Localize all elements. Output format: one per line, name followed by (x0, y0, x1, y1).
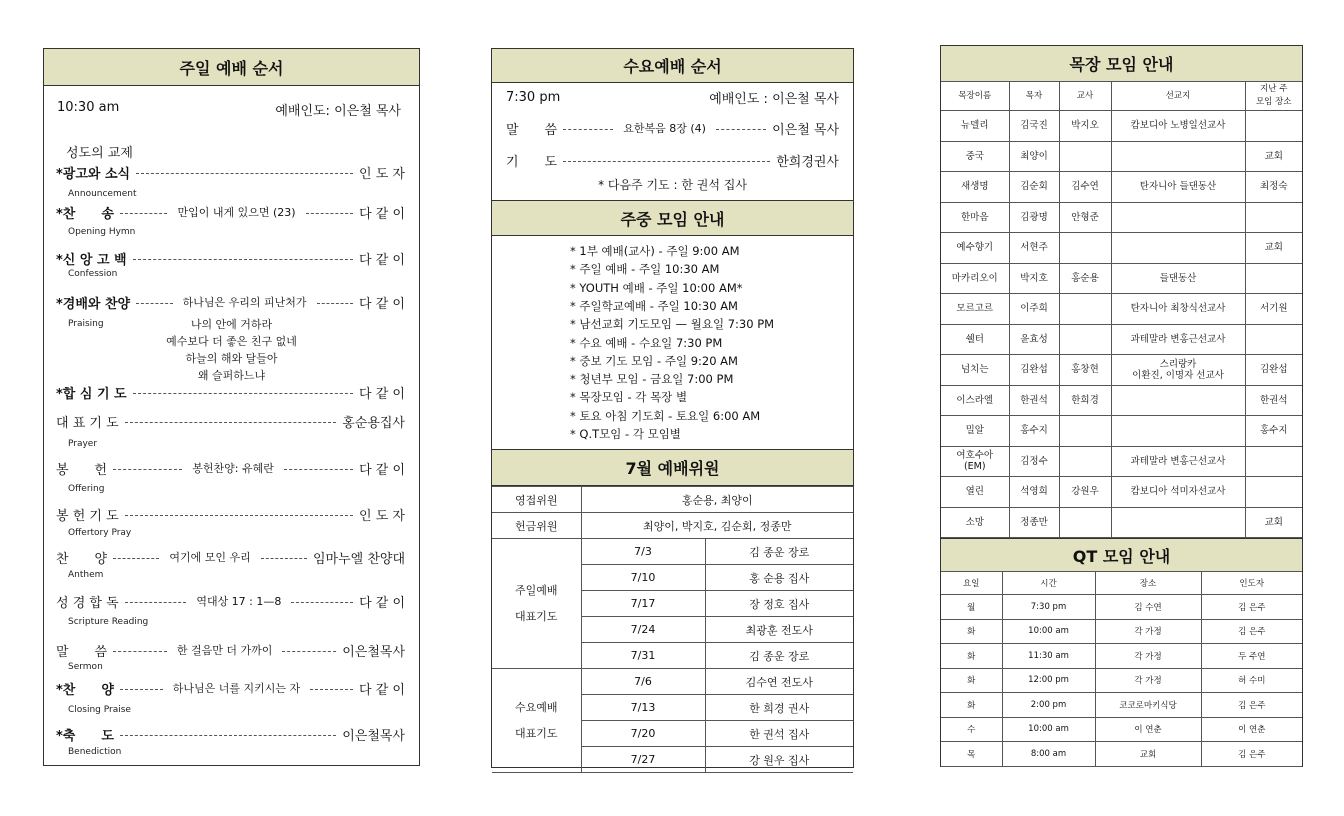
sunday-leader: 예배인도: 이은철 목사 (275, 104, 401, 119)
table-cell (1059, 507, 1111, 538)
table-cell: 강원우 (1059, 477, 1111, 508)
table-cell: 각 가정 (1095, 619, 1201, 644)
table-row (941, 141, 1302, 172)
column-header: 선교지 (1111, 82, 1245, 111)
order-item-name: 말 씀 (56, 644, 108, 660)
lyric-line: 하늘의 해와 달들아 (185, 352, 278, 365)
order-item-english: Offering (68, 484, 105, 494)
gathering-item: * 목장모임 - 각 목장 별 (570, 390, 688, 405)
date-cell: 7/3 (581, 539, 705, 565)
order-item-name: *합 심 기 도 (56, 386, 127, 402)
table-cell: 한권석 (1245, 385, 1302, 416)
order-item-name: *찬 송 (56, 206, 114, 222)
divider (133, 259, 353, 260)
order-item-name: *신 앙 고 백 (56, 252, 127, 268)
table-cell: 홍수지 (1009, 416, 1059, 447)
greeters-label: 영접위원 (492, 487, 581, 513)
table-cell: 예수향기 (941, 233, 1009, 264)
table-cell: 김 은주 (1201, 742, 1302, 767)
table-cell: 캄보디아 노병일선교사 (1111, 111, 1245, 142)
wednesday-prayer-row (506, 150, 839, 170)
divider (113, 651, 167, 652)
july-title: 7월 예배위원 (492, 449, 853, 486)
order-item (56, 382, 405, 402)
table-row (941, 202, 1302, 233)
table-row (941, 693, 1302, 718)
order-item-leader: 인 도 자 (359, 166, 405, 182)
gatherings-title: 주중 모임 안내 (492, 200, 853, 236)
order-item (56, 504, 405, 524)
table-cell: 김완섭 (1009, 355, 1059, 386)
divider (120, 689, 163, 690)
table-row (941, 416, 1302, 447)
mokjang-panel (940, 45, 1303, 767)
table-cell: 박지오 (1059, 111, 1111, 142)
wednesday-panel (491, 48, 854, 768)
july-table (492, 486, 853, 773)
next-prayer: * 다음주 기도 : 한 권석 집사 (598, 178, 747, 192)
table-row (941, 742, 1302, 767)
order-item-name: 봉 헌 기 도 (56, 508, 119, 524)
table-cell: 10:00 am (1002, 619, 1095, 644)
table-row (941, 233, 1302, 264)
date-cell: 7/31 (581, 643, 705, 669)
table-cell: 화 (941, 668, 1002, 693)
lyric-line: 왜 슬퍼하느냐 (197, 369, 266, 382)
table-cell: 최정숙 (1245, 172, 1302, 203)
table-cell: 쉘터 (941, 324, 1009, 355)
table-cell (1059, 416, 1111, 447)
mokjang-title: 목장 모임 안내 (941, 46, 1302, 82)
person-cell: 장 정호 집사 (705, 591, 853, 617)
date-cell: 7/20 (581, 721, 705, 747)
order-item-leader: 다 같 이 (359, 206, 406, 222)
table-cell: 김국진 (1009, 111, 1059, 142)
person-cell: 김 종운 장로 (705, 643, 853, 669)
table-cell: 각 가정 (1095, 668, 1201, 693)
sunday-worship-panel (43, 48, 420, 766)
order-item-english: Offertory Pray (68, 528, 132, 538)
sermon-label: 말 씀 (506, 122, 558, 138)
column-header: 시간 (1002, 572, 1095, 595)
table-cell: 소망 (941, 507, 1009, 538)
wednesday-time: 7:30 pm (506, 89, 561, 105)
table-cell: 김완섭 (1245, 355, 1302, 386)
greeters: 홍순용, 최양이 (581, 487, 853, 513)
gathering-item: * Q.T모임 - 각 모임별 (570, 427, 681, 441)
table-cell: 김 은주 (1201, 595, 1302, 620)
table-row (941, 717, 1302, 742)
table-cell: 김정수 (1009, 446, 1059, 477)
divider (125, 602, 187, 603)
wednesday-leader: 예배인도 : 이은철 목사 (709, 91, 839, 107)
gathering-item: * 토요 아침 기도회 - 토요일 6:00 AM (570, 408, 761, 423)
table-row (492, 513, 853, 539)
offering-label: 헌금위원 (492, 513, 581, 539)
table-cell: 중국 (941, 141, 1009, 172)
divider (310, 689, 353, 690)
table-cell: 교회 (1245, 141, 1302, 172)
date-cell: 7/10 (581, 565, 705, 591)
table-cell: 화 (941, 693, 1002, 718)
table-cell: 김광명 (1009, 202, 1059, 233)
table-row (492, 487, 853, 513)
table-row (941, 172, 1302, 203)
table-cell (1059, 446, 1111, 477)
order-item-english: Opening Hymn (68, 227, 136, 237)
table-cell: 밀알 (941, 416, 1009, 447)
table-cell: 이 연춘 (1201, 717, 1302, 742)
order-item (56, 202, 405, 222)
table-cell: 이주희 (1009, 294, 1059, 325)
order-item-detail: 여기에 모인 우리 (169, 551, 251, 564)
gathering-item: * 중보 기도 모임 - 주일 9:20 AM (570, 353, 738, 368)
order-item (56, 678, 405, 698)
divider (133, 393, 353, 394)
table-row (941, 507, 1302, 538)
order-item-english: Scripture Reading (68, 617, 149, 627)
table-cell: 석영희 (1009, 477, 1059, 508)
gathering-item: * 1부 예배(교사) - 주일 9:00 AM (570, 244, 740, 258)
table-cell: 정종만 (1009, 507, 1059, 538)
table-cell: 홍수지 (1245, 416, 1302, 447)
table-row (941, 355, 1302, 386)
table-header-row (941, 82, 1302, 111)
table-cell: 8:00 am (1002, 742, 1095, 767)
order-item-name: *경배와 찬양 (56, 296, 131, 312)
table-cell: 한권석 (1009, 385, 1059, 416)
table-cell: 캄보디아 석미자선교사 (1111, 477, 1245, 508)
table-cell: 월 (941, 595, 1002, 620)
order-item-leader: 임마누엘 찬양대 (312, 551, 406, 567)
order-item-leader: 이은철목사 (342, 644, 406, 660)
date-cell: 7/6 (581, 669, 705, 695)
table-cell: 뉴델리 (941, 111, 1009, 142)
table-cell: 화 (941, 644, 1002, 669)
table-cell (1245, 446, 1302, 477)
person-cell: 한 권석 집사 (705, 721, 853, 747)
order-item (56, 248, 405, 268)
gathering-item: * 수요 예배 - 수요일 7:30 PM (570, 335, 723, 350)
table-cell: 서기원 (1245, 294, 1302, 325)
order-item-detail: 하나님은 너를 지키시는 자 (172, 682, 301, 695)
column-header: 장소 (1095, 572, 1201, 595)
wednesday-time-row (506, 87, 839, 107)
table-row (941, 595, 1302, 620)
table-cell: 모르고르 (941, 294, 1009, 325)
person-cell: 김수연 전도사 (705, 669, 853, 695)
table-cell: 홍창현 (1059, 355, 1111, 386)
table-cell: 들댄동산 (1111, 263, 1245, 294)
table-cell: 허 수미 (1201, 668, 1302, 693)
table-cell (1111, 507, 1245, 538)
table-cell: 최양이 (1009, 141, 1059, 172)
gathering-item: * 주일 예배 - 주일 10:30 AM (570, 262, 720, 277)
divider (261, 558, 307, 559)
order-item-english: Anthem (68, 570, 104, 580)
lyric-line: 예수보다 더 좋은 친구 없네 (166, 335, 297, 348)
table-cell (1245, 477, 1302, 508)
table-cell (1245, 111, 1302, 142)
person-cell: 홍 순용 집사 (705, 565, 853, 591)
order-item-detail: 역대상 17 : 1—8 (196, 595, 282, 608)
table-cell: 코코로마키식당 (1095, 693, 1201, 718)
sermon-who: 이은철 목사 (772, 122, 840, 138)
divider (716, 129, 766, 130)
gathering-item: * 남선교회 기도모임 — 월요일 7:30 PM (570, 317, 775, 332)
table-cell: 교회 (1245, 507, 1302, 538)
order-item-leader: 다 같 이 (359, 386, 405, 402)
divider (563, 129, 613, 130)
table-cell: 교회 (1095, 742, 1201, 767)
divider (282, 651, 336, 652)
order-item (56, 411, 405, 431)
date-cell: 7/13 (581, 695, 705, 721)
table-cell: 넘치는 (941, 355, 1009, 386)
divider (125, 515, 353, 516)
wednesday-title: 수요예배 순서 (492, 49, 853, 83)
order-item (56, 458, 405, 478)
table-cell: 안형준 (1059, 202, 1111, 233)
qt-table (941, 571, 1302, 767)
table-cell: 김수연 (1059, 172, 1111, 203)
order-item (56, 162, 405, 182)
table-cell: 12:00 pm (1002, 668, 1095, 693)
table-row (941, 446, 1302, 477)
date-cell: 7/24 (581, 617, 705, 643)
table-cell: 열린 (941, 477, 1009, 508)
order-item-detail: 봉헌찬양: 유혜란 (192, 462, 274, 475)
table-cell (1245, 324, 1302, 355)
table-cell (1059, 141, 1111, 172)
gathering-item: * 청년부 모임 - 금요일 7:00 PM (570, 372, 734, 387)
table-cell: 11:30 am (1002, 644, 1095, 669)
table-cell (1111, 202, 1245, 233)
column-header: 요일 (941, 572, 1002, 595)
table-cell (1059, 233, 1111, 264)
table-row (941, 294, 1302, 325)
table-cell: 탄자니아 들댄동산 (1111, 172, 1245, 203)
order-item (56, 547, 405, 567)
order-item-leader: 다 같 이 (359, 595, 406, 611)
person-cell: 강 원우 집사 (705, 747, 853, 773)
gathering-item: * 주일학교예배 - 주일 10:30 AM (570, 298, 738, 313)
table-cell: 여호수아 (EM) (941, 446, 1009, 477)
group-label: 수요예배 대표기도 (492, 669, 581, 773)
wednesday-sermon-row (506, 118, 839, 138)
table-cell: 한마음 (941, 202, 1009, 233)
table-cell: 각 가정 (1095, 644, 1201, 669)
order-item-english: Praising (68, 319, 104, 329)
table-cell (1245, 202, 1302, 233)
table-cell: 과테말라 변홍근선교사 (1111, 324, 1245, 355)
table-cell (1059, 294, 1111, 325)
table-cell: 김 수연 (1095, 595, 1201, 620)
qt-title: QT 모임 안내 (941, 538, 1302, 572)
divider (136, 303, 173, 304)
prayer-label: 기 도 (506, 154, 558, 170)
order-item-leader: 이은철목사 (342, 728, 405, 744)
divider (306, 213, 354, 214)
date-cell: 7/17 (581, 591, 705, 617)
table-cell: 마카리오이 (941, 263, 1009, 294)
table-cell (1245, 263, 1302, 294)
person-cell: 최광훈 전도사 (705, 617, 853, 643)
table-cell: 화 (941, 619, 1002, 644)
table-cell: 탄자니아 최창식선교사 (1111, 294, 1245, 325)
table-cell: 서현주 (1009, 233, 1059, 264)
table-cell: 두 주연 (1201, 644, 1302, 669)
table-cell: 2:00 pm (1002, 693, 1095, 718)
divider (291, 602, 353, 603)
order-item-english: Closing Praise (68, 705, 131, 715)
column-header: 지난 주 모임 장소 (1245, 82, 1302, 111)
gathering-item: * YOUTH 예배 - 주일 10:00 AM* (570, 280, 743, 295)
table-cell (1111, 385, 1245, 416)
order-item-leader: 다 같 이 (359, 682, 405, 698)
divider (284, 469, 353, 470)
sunday-time: 10:30 am (57, 100, 120, 115)
table-cell: 스리랑카 이환진, 이명자 선교사 (1111, 355, 1245, 386)
offering-members: 최양이, 박지호, 김순회, 정종만 (581, 513, 853, 539)
table-cell: 김 은주 (1201, 693, 1302, 718)
table-cell: 교회 (1245, 233, 1302, 264)
table-cell: 박지호 (1009, 263, 1059, 294)
order-item-leader: 다 같 이 (359, 462, 406, 478)
table-cell: 이스라엘 (941, 385, 1009, 416)
table-cell: 10:00 am (1002, 717, 1095, 742)
sunday-title: 주일 예배 순서 (44, 49, 419, 86)
lyric-line: 나의 안에 거하라 (190, 318, 273, 331)
table-cell: 7:30 pm (1002, 595, 1095, 620)
person-cell: 한 희경 권사 (705, 695, 853, 721)
table-cell: 과테말라 변홍근선교사 (1111, 446, 1245, 477)
sermon-text: 요한복음 8장 (4) (623, 122, 706, 135)
divider (125, 422, 337, 423)
order-item (56, 591, 405, 611)
table-row (941, 477, 1302, 508)
person-cell: 김 종운 장로 (705, 539, 853, 565)
order-item-leader: 인 도 자 (359, 508, 405, 524)
order-item-name: 봉 헌 (56, 462, 108, 478)
table-row (941, 324, 1302, 355)
table-row (492, 539, 853, 565)
table-cell (1111, 233, 1245, 264)
divider (136, 173, 353, 174)
order-item-name: *축 도 (56, 728, 114, 744)
table-cell (1111, 416, 1245, 447)
table-cell: 한희경 (1059, 385, 1111, 416)
divider (563, 161, 770, 162)
order-item-name: *광고와 소식 (56, 166, 131, 182)
order-item (56, 724, 405, 744)
table-cell (1059, 324, 1111, 355)
table-cell: 이 연춘 (1095, 717, 1201, 742)
order-item-name: 대 표 기 도 (56, 415, 119, 431)
order-item-english: Announcement (68, 189, 137, 199)
order-item-name: *찬 양 (56, 682, 114, 698)
column-header: 교사 (1059, 82, 1111, 111)
table-row (941, 668, 1302, 693)
order-item-leader: 다 같 이 (359, 296, 405, 312)
table-header-row (941, 572, 1302, 595)
order-item-leader: 홍순용집사 (342, 415, 405, 431)
order-item-detail: 하나님은 우리의 피난처가 (182, 296, 307, 309)
table-cell: 수 (941, 717, 1002, 742)
divider (120, 213, 168, 214)
date-cell: 7/27 (581, 747, 705, 773)
table-row (941, 619, 1302, 644)
table-row (492, 669, 853, 695)
column-header: 인도자 (1201, 572, 1302, 595)
divider (120, 735, 336, 736)
order-item-english: Confession (68, 269, 118, 279)
order-item-english: Benediction (68, 747, 122, 757)
group-label: 주일예배 대표기도 (492, 539, 581, 669)
column-header: 목자 (1009, 82, 1059, 111)
table-cell: 김순회 (1009, 172, 1059, 203)
mokjang-table (941, 81, 1302, 538)
column-header: 목장이름 (941, 82, 1009, 111)
divider (113, 558, 159, 559)
table-row (941, 111, 1302, 142)
order-item-english: Sermon (68, 662, 103, 672)
order-item-english: Prayer (68, 439, 98, 449)
table-row (941, 644, 1302, 669)
order-item (56, 292, 405, 312)
prayer-who: 한희경권사 (776, 154, 839, 170)
greeting-text: 성도의 교제 (66, 146, 133, 161)
order-item-name: 성 경 합 독 (56, 595, 119, 611)
table-row (941, 385, 1302, 416)
table-cell: 윤효성 (1009, 324, 1059, 355)
order-item-name: 찬 양 (56, 551, 108, 567)
order-item-leader: 다 같 이 (359, 252, 405, 268)
table-row (941, 263, 1302, 294)
order-item (56, 640, 405, 660)
order-item-detail: 한 걸음만 더 가까이 (176, 644, 273, 657)
table-cell (1111, 141, 1245, 172)
table-cell: 김 은주 (1201, 619, 1302, 644)
divider (317, 303, 354, 304)
divider (113, 469, 182, 470)
table-cell: 새생명 (941, 172, 1009, 203)
table-cell: 홍순용 (1059, 263, 1111, 294)
order-item-detail: 만입이 내게 있으면 (23) (177, 206, 296, 219)
table-cell: 목 (941, 742, 1002, 767)
